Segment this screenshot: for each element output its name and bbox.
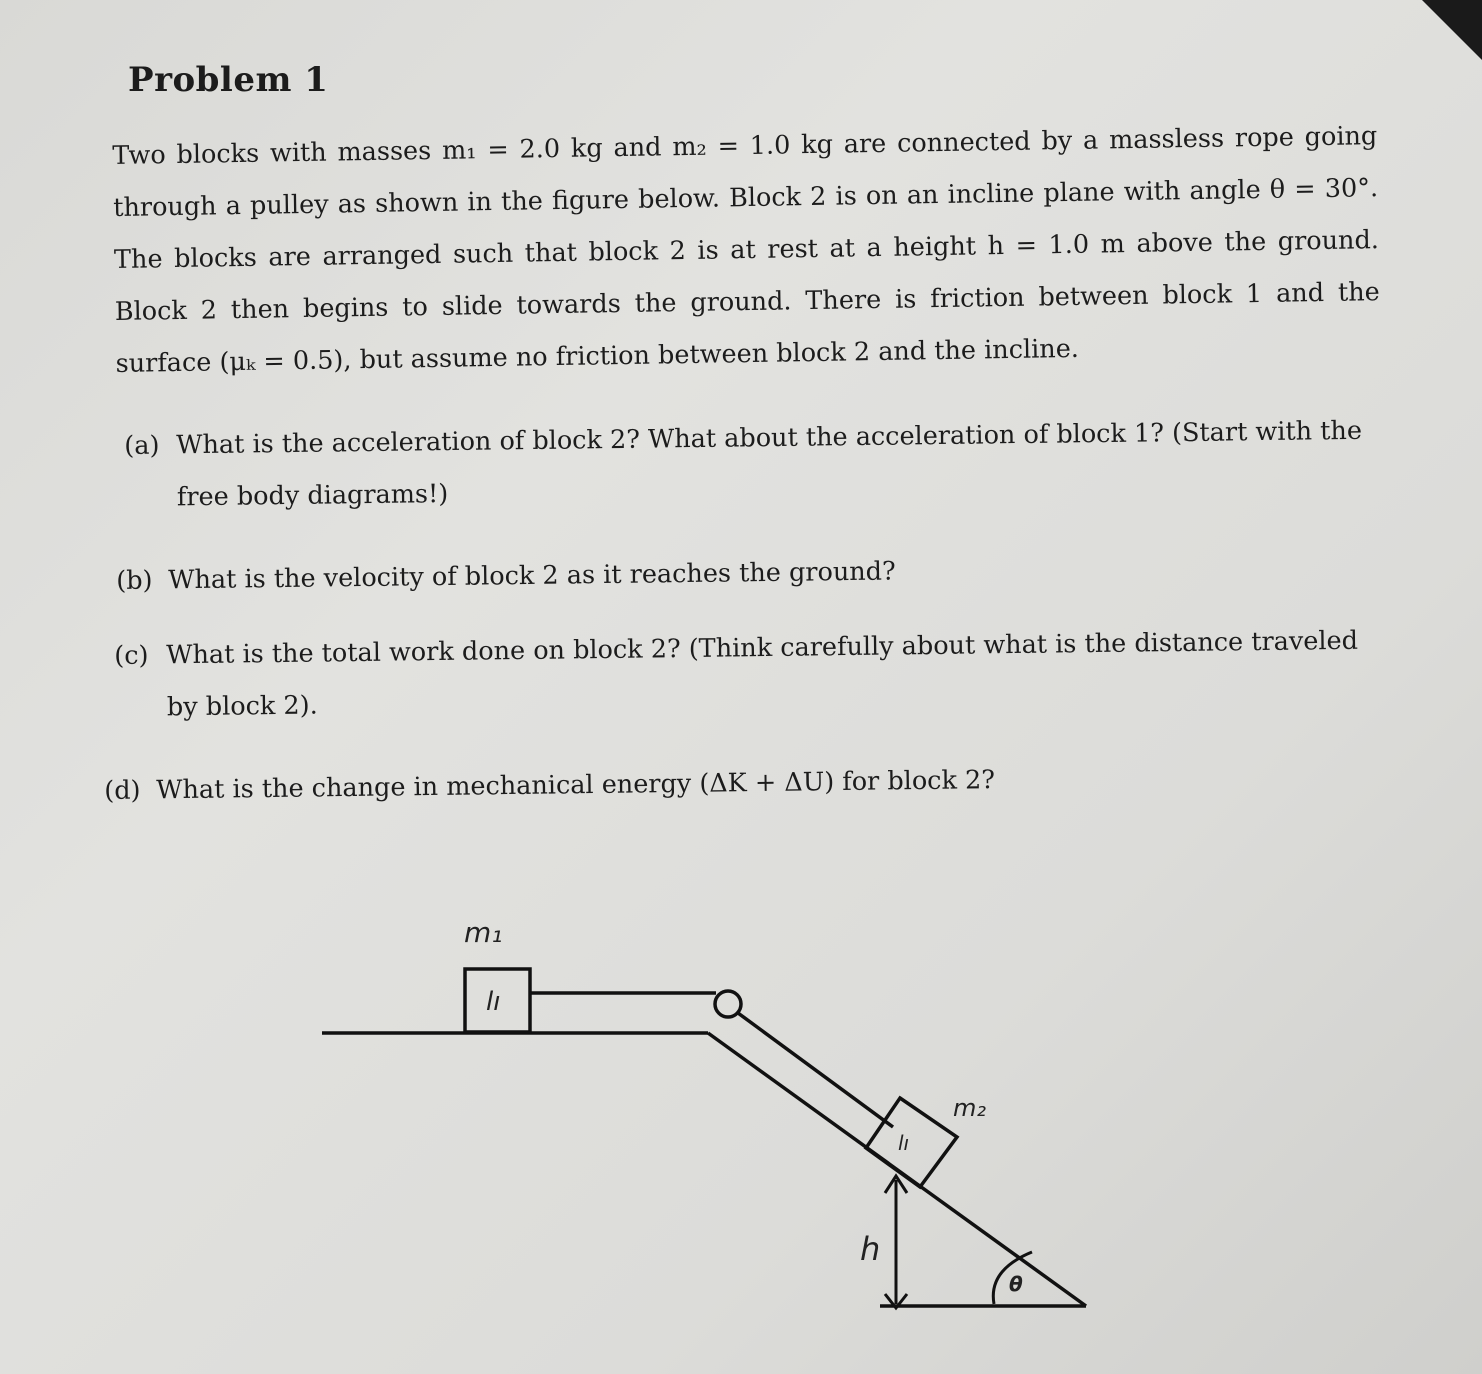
question-label: (b) — [116, 565, 153, 596]
pulley-icon — [715, 991, 741, 1017]
height-label: h — [860, 1230, 881, 1268]
problem-title: Problem 1 — [128, 60, 329, 100]
question-label: (d) — [104, 775, 141, 806]
question-continuation: free body diagrams!) — [176, 479, 449, 513]
question-label: (c) — [114, 640, 149, 671]
question-text: What is the acceleration of block 2? What about the acceleration of block 1? (Start with the — [176, 415, 1363, 461]
question-continuation: by block 2). — [166, 690, 318, 723]
question-label: (a) — [124, 430, 160, 461]
m1-label: m₁ — [464, 916, 503, 949]
problem-statement: Two blocks with masses m₁ = 2.0 kg and m₂ = 1.0 kg are connected by a massless rope going through a pulley as shown in the figure below. Block 2 is on an incline plane with angle θ = 30°. The blocks are arranged such that block 2 is at rest at a height h = 1.0 m above the ground. Block 2 then begins to slide towards the ground. There is friction between block 1 and the surface (μₖ = 0.5), but assume no friction between block 2 and the incline. — [112, 121, 1380, 379]
question-text: What is the change in mechanical energy (ΔK + ΔU) for block 2? — [156, 765, 996, 806]
m2-label: m₂ — [953, 1094, 986, 1122]
block-2 — [866, 1098, 957, 1187]
question-text: What is the velocity of block 2 as it reaches the ground? — [168, 556, 896, 596]
block-1-mark: lı — [486, 987, 501, 1017]
question-text: What is the total work done on block 2? (Think carefully about what is the distance traveled — [166, 625, 1359, 671]
angle-label: θ — [1009, 1272, 1023, 1296]
block-2-mark: lı — [898, 1131, 910, 1155]
